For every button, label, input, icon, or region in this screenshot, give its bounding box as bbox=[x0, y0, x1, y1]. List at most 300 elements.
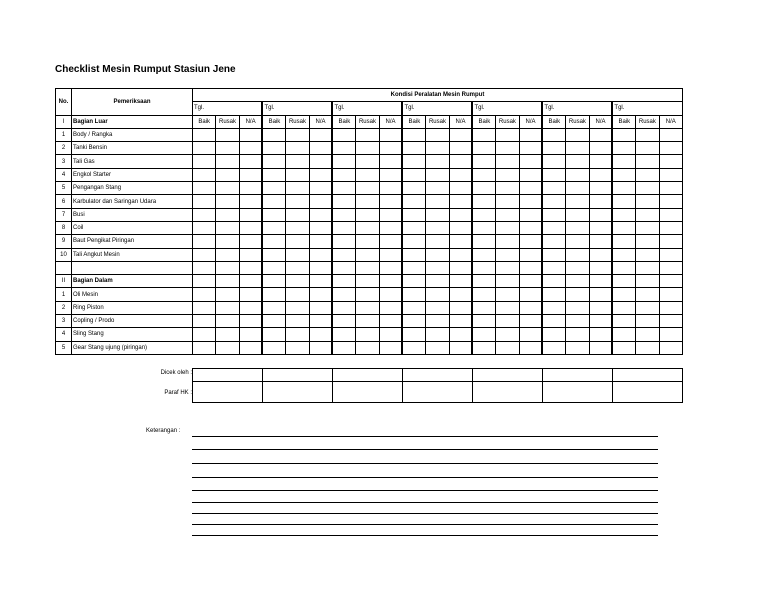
check-cell-na[interactable] bbox=[519, 195, 542, 208]
check-cell-na[interactable] bbox=[309, 195, 332, 208]
check-cell-rusak[interactable] bbox=[216, 301, 239, 314]
paraf-cell[interactable] bbox=[613, 382, 683, 403]
check-cell-na[interactable] bbox=[309, 328, 332, 341]
check-cell-baik[interactable] bbox=[332, 221, 355, 234]
check-cell-rusak[interactable] bbox=[496, 261, 519, 274]
check-cell-na[interactable] bbox=[589, 341, 612, 354]
check-cell-na[interactable] bbox=[659, 301, 682, 314]
check-cell-baik[interactable] bbox=[332, 328, 355, 341]
check-cell-baik[interactable] bbox=[332, 168, 355, 181]
check-cell-baik[interactable] bbox=[542, 288, 565, 301]
dicek-cell[interactable] bbox=[473, 369, 543, 382]
tgl-cell[interactable]: Tgl. bbox=[193, 102, 263, 115]
check-cell-baik[interactable] bbox=[612, 142, 635, 155]
check-cell-na[interactable] bbox=[309, 168, 332, 181]
check-cell-baik[interactable] bbox=[612, 235, 635, 248]
check-cell-baik[interactable] bbox=[612, 248, 635, 261]
check-cell-na[interactable] bbox=[379, 275, 402, 288]
check-cell-na[interactable] bbox=[659, 288, 682, 301]
check-cell-rusak[interactable] bbox=[216, 182, 239, 195]
check-cell-na[interactable] bbox=[589, 248, 612, 261]
check-cell-baik[interactable] bbox=[402, 315, 425, 328]
check-cell-na[interactable] bbox=[659, 142, 682, 155]
check-cell-na[interactable] bbox=[659, 208, 682, 221]
check-cell-rusak[interactable] bbox=[566, 168, 589, 181]
check-cell-na[interactable] bbox=[309, 288, 332, 301]
check-cell-rusak[interactable] bbox=[356, 288, 379, 301]
check-cell-na[interactable] bbox=[519, 315, 542, 328]
check-cell-baik[interactable] bbox=[193, 261, 216, 274]
check-cell-na[interactable] bbox=[239, 275, 262, 288]
tgl-cell[interactable]: Tgl. bbox=[472, 102, 542, 115]
check-cell-rusak[interactable] bbox=[636, 315, 659, 328]
check-cell-na[interactable] bbox=[449, 128, 472, 141]
check-cell-baik[interactable] bbox=[542, 341, 565, 354]
check-cell-na[interactable] bbox=[589, 182, 612, 195]
check-cell-na[interactable] bbox=[309, 235, 332, 248]
paraf-cell[interactable] bbox=[403, 382, 473, 403]
check-cell-rusak[interactable] bbox=[286, 182, 309, 195]
check-cell-baik[interactable] bbox=[332, 208, 355, 221]
check-cell-rusak[interactable] bbox=[426, 261, 449, 274]
keterangan-line[interactable] bbox=[192, 502, 658, 503]
check-cell-baik[interactable] bbox=[472, 128, 495, 141]
check-cell-rusak[interactable] bbox=[286, 208, 309, 221]
check-cell-rusak[interactable] bbox=[356, 208, 379, 221]
check-cell-baik[interactable] bbox=[262, 328, 285, 341]
check-cell-baik[interactable] bbox=[542, 128, 565, 141]
keterangan-line[interactable] bbox=[192, 449, 658, 450]
check-cell-baik[interactable] bbox=[402, 128, 425, 141]
check-cell-rusak[interactable] bbox=[286, 195, 309, 208]
check-cell-na[interactable] bbox=[519, 301, 542, 314]
keterangan-line[interactable] bbox=[192, 490, 658, 491]
check-cell-na[interactable] bbox=[449, 155, 472, 168]
check-cell-baik[interactable] bbox=[262, 142, 285, 155]
check-cell-baik[interactable] bbox=[262, 195, 285, 208]
check-cell-rusak[interactable] bbox=[356, 221, 379, 234]
keterangan-line[interactable] bbox=[192, 535, 658, 536]
check-cell-na[interactable] bbox=[589, 142, 612, 155]
check-cell-rusak[interactable] bbox=[286, 341, 309, 354]
check-cell-baik[interactable] bbox=[262, 301, 285, 314]
check-cell-baik[interactable] bbox=[402, 155, 425, 168]
check-cell-baik[interactable] bbox=[332, 301, 355, 314]
check-cell-rusak[interactable] bbox=[356, 142, 379, 155]
check-cell-rusak[interactable] bbox=[636, 168, 659, 181]
check-cell-baik[interactable] bbox=[542, 248, 565, 261]
check-cell-rusak[interactable] bbox=[216, 155, 239, 168]
check-cell-na[interactable] bbox=[589, 328, 612, 341]
check-cell-baik[interactable] bbox=[262, 155, 285, 168]
check-cell-rusak[interactable] bbox=[286, 155, 309, 168]
check-cell-baik[interactable] bbox=[193, 168, 216, 181]
check-cell-rusak[interactable] bbox=[286, 128, 309, 141]
check-cell-na[interactable] bbox=[379, 128, 402, 141]
check-cell-na[interactable] bbox=[589, 208, 612, 221]
check-cell-rusak[interactable] bbox=[636, 221, 659, 234]
check-cell-baik[interactable] bbox=[402, 301, 425, 314]
check-cell-rusak[interactable] bbox=[636, 301, 659, 314]
check-cell-na[interactable] bbox=[659, 235, 682, 248]
check-cell-baik[interactable] bbox=[472, 235, 495, 248]
check-cell-baik[interactable] bbox=[472, 248, 495, 261]
check-cell-rusak[interactable] bbox=[426, 288, 449, 301]
check-cell-rusak[interactable] bbox=[566, 328, 589, 341]
check-cell-baik[interactable] bbox=[193, 155, 216, 168]
check-cell-rusak[interactable] bbox=[216, 142, 239, 155]
check-cell-baik[interactable] bbox=[472, 341, 495, 354]
check-cell-baik[interactable] bbox=[472, 221, 495, 234]
check-cell-baik[interactable] bbox=[193, 142, 216, 155]
check-cell-rusak[interactable] bbox=[426, 248, 449, 261]
dicek-cell[interactable] bbox=[193, 369, 263, 382]
check-cell-rusak[interactable] bbox=[426, 275, 449, 288]
check-cell-baik[interactable] bbox=[402, 275, 425, 288]
check-cell-rusak[interactable] bbox=[566, 208, 589, 221]
check-cell-na[interactable] bbox=[519, 221, 542, 234]
check-cell-rusak[interactable] bbox=[286, 261, 309, 274]
check-cell-rusak[interactable] bbox=[426, 341, 449, 354]
check-cell-rusak[interactable] bbox=[426, 301, 449, 314]
check-cell-rusak[interactable] bbox=[356, 261, 379, 274]
paraf-cell[interactable] bbox=[473, 382, 543, 403]
check-cell-baik[interactable] bbox=[472, 168, 495, 181]
check-cell-baik[interactable] bbox=[612, 208, 635, 221]
check-cell-na[interactable] bbox=[239, 341, 262, 354]
paraf-cell[interactable] bbox=[333, 382, 403, 403]
check-cell-na[interactable] bbox=[309, 182, 332, 195]
check-cell-na[interactable] bbox=[659, 195, 682, 208]
check-cell-na[interactable] bbox=[659, 328, 682, 341]
dicek-cell[interactable] bbox=[403, 369, 473, 382]
check-cell-rusak[interactable] bbox=[426, 195, 449, 208]
check-cell-baik[interactable] bbox=[612, 315, 635, 328]
check-cell-baik[interactable] bbox=[542, 301, 565, 314]
check-cell-rusak[interactable] bbox=[566, 288, 589, 301]
check-cell-baik[interactable] bbox=[332, 182, 355, 195]
check-cell-rusak[interactable] bbox=[636, 288, 659, 301]
check-cell-rusak[interactable] bbox=[216, 195, 239, 208]
check-cell-na[interactable] bbox=[449, 248, 472, 261]
tgl-cell[interactable]: Tgl. bbox=[542, 102, 612, 115]
check-cell-na[interactable] bbox=[309, 128, 332, 141]
check-cell-baik[interactable] bbox=[332, 275, 355, 288]
check-cell-na[interactable] bbox=[659, 275, 682, 288]
check-cell-baik[interactable] bbox=[332, 288, 355, 301]
check-cell-baik[interactable] bbox=[542, 235, 565, 248]
check-cell-baik[interactable] bbox=[193, 182, 216, 195]
check-cell-na[interactable] bbox=[449, 301, 472, 314]
check-cell-baik[interactable] bbox=[402, 261, 425, 274]
check-cell-rusak[interactable] bbox=[496, 341, 519, 354]
keterangan-line[interactable] bbox=[192, 477, 658, 478]
check-cell-baik[interactable] bbox=[262, 208, 285, 221]
check-cell-na[interactable] bbox=[379, 168, 402, 181]
check-cell-rusak[interactable] bbox=[356, 328, 379, 341]
check-cell-na[interactable] bbox=[659, 315, 682, 328]
check-cell-na[interactable] bbox=[519, 328, 542, 341]
check-cell-na[interactable] bbox=[519, 182, 542, 195]
keterangan-line[interactable] bbox=[192, 436, 658, 437]
check-cell-rusak[interactable] bbox=[216, 221, 239, 234]
check-cell-baik[interactable] bbox=[262, 128, 285, 141]
check-cell-baik[interactable] bbox=[193, 315, 216, 328]
check-cell-rusak[interactable] bbox=[566, 315, 589, 328]
check-cell-na[interactable] bbox=[519, 275, 542, 288]
check-cell-na[interactable] bbox=[239, 128, 262, 141]
check-cell-baik[interactable] bbox=[472, 261, 495, 274]
check-cell-rusak[interactable] bbox=[356, 341, 379, 354]
check-cell-baik[interactable] bbox=[193, 221, 216, 234]
check-cell-rusak[interactable] bbox=[496, 275, 519, 288]
check-cell-na[interactable] bbox=[309, 208, 332, 221]
check-cell-baik[interactable] bbox=[472, 155, 495, 168]
check-cell-na[interactable] bbox=[519, 155, 542, 168]
check-cell-baik[interactable] bbox=[332, 195, 355, 208]
check-cell-na[interactable] bbox=[449, 182, 472, 195]
check-cell-na[interactable] bbox=[379, 328, 402, 341]
check-cell-na[interactable] bbox=[379, 235, 402, 248]
check-cell-na[interactable] bbox=[239, 168, 262, 181]
check-cell-baik[interactable] bbox=[542, 142, 565, 155]
check-cell-rusak[interactable] bbox=[496, 168, 519, 181]
check-cell-na[interactable] bbox=[379, 221, 402, 234]
check-cell-na[interactable] bbox=[519, 248, 542, 261]
check-cell-baik[interactable] bbox=[262, 288, 285, 301]
check-cell-rusak[interactable] bbox=[356, 182, 379, 195]
check-cell-na[interactable] bbox=[449, 235, 472, 248]
check-cell-na[interactable] bbox=[239, 328, 262, 341]
check-cell-rusak[interactable] bbox=[286, 275, 309, 288]
check-cell-rusak[interactable] bbox=[566, 301, 589, 314]
check-cell-baik[interactable] bbox=[542, 195, 565, 208]
check-cell-rusak[interactable] bbox=[496, 208, 519, 221]
check-cell-rusak[interactable] bbox=[566, 341, 589, 354]
paraf-cell[interactable] bbox=[543, 382, 613, 403]
check-cell-baik[interactable] bbox=[612, 221, 635, 234]
check-cell-baik[interactable] bbox=[542, 221, 565, 234]
check-cell-na[interactable] bbox=[589, 261, 612, 274]
check-cell-baik[interactable] bbox=[402, 341, 425, 354]
check-cell-baik[interactable] bbox=[262, 168, 285, 181]
check-cell-na[interactable] bbox=[309, 221, 332, 234]
tgl-cell[interactable]: Tgl. bbox=[332, 102, 402, 115]
check-cell-rusak[interactable] bbox=[426, 155, 449, 168]
check-cell-baik[interactable] bbox=[193, 208, 216, 221]
check-cell-na[interactable] bbox=[379, 341, 402, 354]
check-cell-rusak[interactable] bbox=[636, 275, 659, 288]
check-cell-na[interactable] bbox=[589, 168, 612, 181]
check-cell-rusak[interactable] bbox=[636, 328, 659, 341]
check-cell-na[interactable] bbox=[379, 142, 402, 155]
check-cell-baik[interactable] bbox=[193, 248, 216, 261]
check-cell-rusak[interactable] bbox=[286, 288, 309, 301]
check-cell-rusak[interactable] bbox=[216, 261, 239, 274]
check-cell-baik[interactable] bbox=[542, 328, 565, 341]
check-cell-na[interactable] bbox=[519, 288, 542, 301]
check-cell-na[interactable] bbox=[379, 182, 402, 195]
check-cell-rusak[interactable] bbox=[356, 128, 379, 141]
check-cell-rusak[interactable] bbox=[286, 235, 309, 248]
check-cell-na[interactable] bbox=[589, 288, 612, 301]
check-cell-na[interactable] bbox=[379, 195, 402, 208]
keterangan-line[interactable] bbox=[192, 524, 658, 525]
check-cell-na[interactable] bbox=[239, 142, 262, 155]
check-cell-baik[interactable] bbox=[332, 315, 355, 328]
check-cell-na[interactable] bbox=[519, 128, 542, 141]
check-cell-na[interactable] bbox=[589, 195, 612, 208]
check-cell-rusak[interactable] bbox=[356, 168, 379, 181]
tgl-cell[interactable]: Tgl. bbox=[262, 102, 332, 115]
check-cell-baik[interactable] bbox=[472, 275, 495, 288]
check-cell-rusak[interactable] bbox=[216, 315, 239, 328]
check-cell-na[interactable] bbox=[309, 142, 332, 155]
check-cell-baik[interactable] bbox=[402, 142, 425, 155]
check-cell-rusak[interactable] bbox=[636, 248, 659, 261]
check-cell-rusak[interactable] bbox=[566, 182, 589, 195]
check-cell-na[interactable] bbox=[449, 168, 472, 181]
check-cell-na[interactable] bbox=[519, 261, 542, 274]
check-cell-rusak[interactable] bbox=[286, 301, 309, 314]
keterangan-line[interactable] bbox=[192, 463, 658, 464]
check-cell-rusak[interactable] bbox=[286, 168, 309, 181]
check-cell-na[interactable] bbox=[519, 142, 542, 155]
check-cell-na[interactable] bbox=[659, 182, 682, 195]
check-cell-na[interactable] bbox=[449, 275, 472, 288]
check-cell-rusak[interactable] bbox=[426, 128, 449, 141]
check-cell-na[interactable] bbox=[239, 155, 262, 168]
paraf-cell[interactable] bbox=[193, 382, 263, 403]
check-cell-na[interactable] bbox=[659, 221, 682, 234]
check-cell-na[interactable] bbox=[449, 341, 472, 354]
check-cell-rusak[interactable] bbox=[566, 221, 589, 234]
check-cell-baik[interactable] bbox=[332, 142, 355, 155]
check-cell-rusak[interactable] bbox=[426, 182, 449, 195]
check-cell-baik[interactable] bbox=[472, 288, 495, 301]
check-cell-na[interactable] bbox=[449, 261, 472, 274]
check-cell-rusak[interactable] bbox=[566, 195, 589, 208]
check-cell-na[interactable] bbox=[589, 301, 612, 314]
check-cell-baik[interactable] bbox=[402, 328, 425, 341]
check-cell-rusak[interactable] bbox=[496, 301, 519, 314]
check-cell-rusak[interactable] bbox=[496, 182, 519, 195]
check-cell-na[interactable] bbox=[449, 328, 472, 341]
check-cell-na[interactable] bbox=[449, 315, 472, 328]
check-cell-rusak[interactable] bbox=[496, 142, 519, 155]
check-cell-na[interactable] bbox=[659, 341, 682, 354]
check-cell-rusak[interactable] bbox=[356, 235, 379, 248]
check-cell-rusak[interactable] bbox=[356, 248, 379, 261]
check-cell-rusak[interactable] bbox=[426, 142, 449, 155]
check-cell-baik[interactable] bbox=[472, 195, 495, 208]
check-cell-na[interactable] bbox=[519, 341, 542, 354]
check-cell-rusak[interactable] bbox=[286, 221, 309, 234]
check-cell-na[interactable] bbox=[309, 301, 332, 314]
check-cell-rusak[interactable] bbox=[356, 315, 379, 328]
check-cell-na[interactable] bbox=[589, 315, 612, 328]
check-cell-baik[interactable] bbox=[262, 221, 285, 234]
check-cell-baik[interactable] bbox=[612, 155, 635, 168]
check-cell-rusak[interactable] bbox=[636, 142, 659, 155]
check-cell-baik[interactable] bbox=[262, 182, 285, 195]
check-cell-na[interactable] bbox=[239, 221, 262, 234]
check-cell-na[interactable] bbox=[309, 248, 332, 261]
check-cell-rusak[interactable] bbox=[566, 275, 589, 288]
check-cell-na[interactable] bbox=[519, 208, 542, 221]
check-cell-na[interactable] bbox=[379, 208, 402, 221]
check-cell-na[interactable] bbox=[589, 275, 612, 288]
check-cell-rusak[interactable] bbox=[496, 221, 519, 234]
check-cell-na[interactable] bbox=[239, 235, 262, 248]
check-cell-baik[interactable] bbox=[472, 142, 495, 155]
check-cell-baik[interactable] bbox=[402, 235, 425, 248]
check-cell-baik[interactable] bbox=[612, 261, 635, 274]
check-cell-rusak[interactable] bbox=[636, 182, 659, 195]
check-cell-baik[interactable] bbox=[262, 341, 285, 354]
check-cell-baik[interactable] bbox=[542, 208, 565, 221]
check-cell-baik[interactable] bbox=[193, 195, 216, 208]
check-cell-baik[interactable] bbox=[332, 261, 355, 274]
check-cell-rusak[interactable] bbox=[636, 235, 659, 248]
check-cell-na[interactable] bbox=[589, 235, 612, 248]
check-cell-rusak[interactable] bbox=[216, 235, 239, 248]
check-cell-rusak[interactable] bbox=[356, 155, 379, 168]
check-cell-rusak[interactable] bbox=[496, 328, 519, 341]
check-cell-baik[interactable] bbox=[193, 275, 216, 288]
check-cell-baik[interactable] bbox=[612, 168, 635, 181]
check-cell-baik[interactable] bbox=[262, 261, 285, 274]
check-cell-na[interactable] bbox=[659, 248, 682, 261]
check-cell-na[interactable] bbox=[449, 195, 472, 208]
check-cell-baik[interactable] bbox=[402, 248, 425, 261]
check-cell-rusak[interactable] bbox=[636, 341, 659, 354]
check-cell-rusak[interactable] bbox=[286, 328, 309, 341]
check-cell-rusak[interactable] bbox=[216, 341, 239, 354]
check-cell-rusak[interactable] bbox=[426, 235, 449, 248]
check-cell-baik[interactable] bbox=[612, 182, 635, 195]
check-cell-na[interactable] bbox=[239, 208, 262, 221]
check-cell-na[interactable] bbox=[379, 248, 402, 261]
dicek-cell[interactable] bbox=[263, 369, 333, 382]
check-cell-baik[interactable] bbox=[472, 315, 495, 328]
dicek-cell[interactable] bbox=[613, 369, 683, 382]
check-cell-na[interactable] bbox=[659, 128, 682, 141]
check-cell-na[interactable] bbox=[379, 155, 402, 168]
check-cell-baik[interactable] bbox=[193, 288, 216, 301]
check-cell-na[interactable] bbox=[449, 142, 472, 155]
check-cell-na[interactable] bbox=[659, 168, 682, 181]
check-cell-rusak[interactable] bbox=[496, 195, 519, 208]
check-cell-rusak[interactable] bbox=[286, 248, 309, 261]
check-cell-baik[interactable] bbox=[472, 301, 495, 314]
check-cell-rusak[interactable] bbox=[286, 142, 309, 155]
check-cell-na[interactable] bbox=[239, 288, 262, 301]
check-cell-baik[interactable] bbox=[193, 341, 216, 354]
check-cell-baik[interactable] bbox=[193, 301, 216, 314]
check-cell-na[interactable] bbox=[309, 315, 332, 328]
check-cell-baik[interactable] bbox=[472, 182, 495, 195]
check-cell-na[interactable] bbox=[379, 288, 402, 301]
check-cell-baik[interactable] bbox=[193, 235, 216, 248]
check-cell-rusak[interactable] bbox=[566, 248, 589, 261]
paraf-cell[interactable] bbox=[263, 382, 333, 403]
check-cell-na[interactable] bbox=[379, 261, 402, 274]
check-cell-rusak[interactable] bbox=[636, 208, 659, 221]
check-cell-baik[interactable] bbox=[262, 275, 285, 288]
check-cell-baik[interactable] bbox=[332, 235, 355, 248]
check-cell-rusak[interactable] bbox=[356, 195, 379, 208]
